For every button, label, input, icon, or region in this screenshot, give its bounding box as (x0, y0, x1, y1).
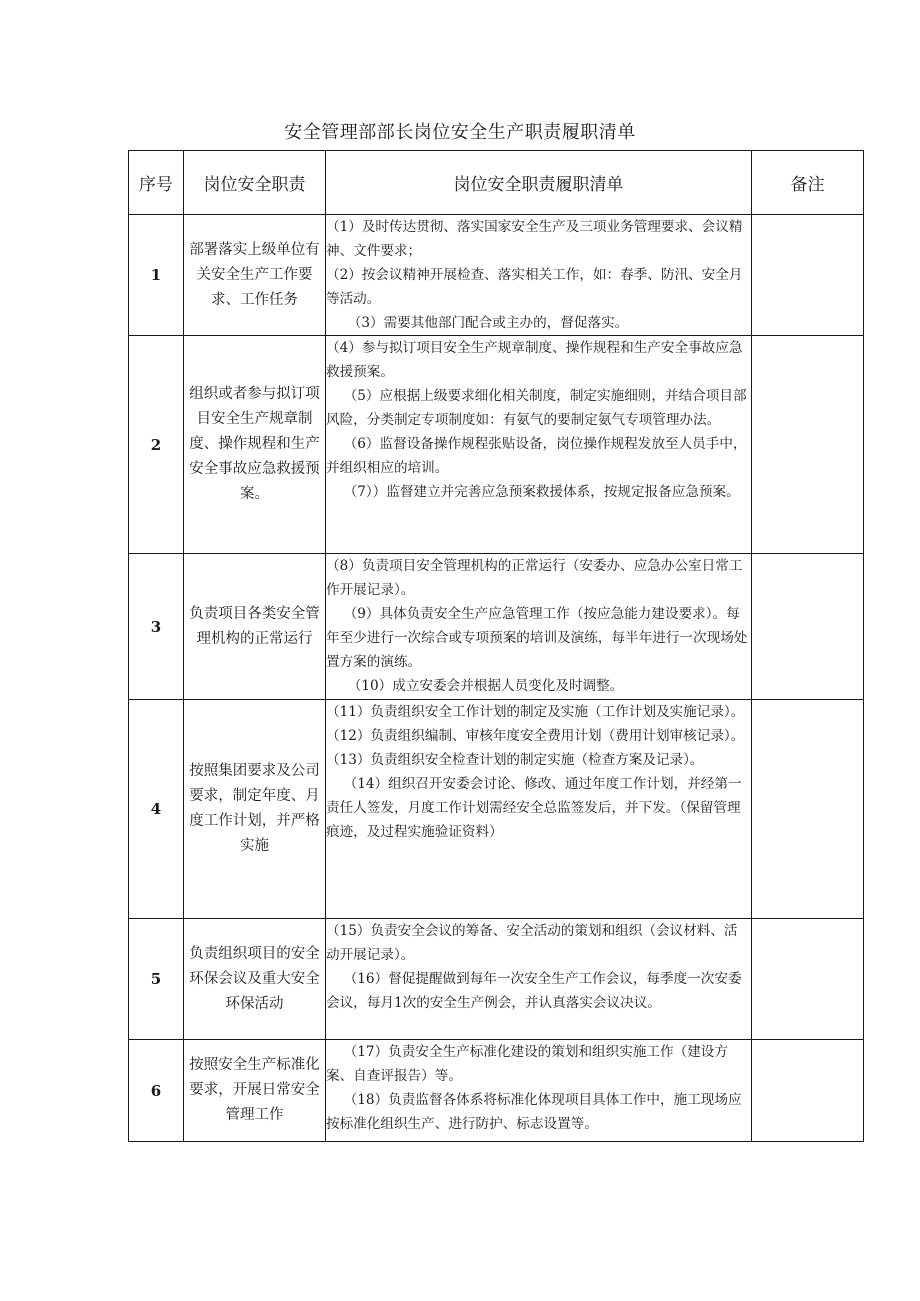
row-duty: 按照安全生产标准化要求，开展日常安全管理工作 (184, 1040, 326, 1142)
row-number: 6 (129, 1040, 184, 1142)
row-number: 3 (129, 554, 184, 700)
list-item: （12）负责组织编制、审核年度安全费用计划（费用计划审核记录）。 (326, 728, 745, 744)
row-duty: 组织或者参与拟订项目安全生产规章制度、操作规程和生产安全事故应急救援预案。 (184, 336, 326, 554)
row-number: 5 (129, 919, 184, 1040)
row-duty-list (326, 1040, 752, 1142)
table-header-row (129, 151, 864, 215)
row-duty-list (326, 700, 752, 919)
list-item: （16）督促提醒做到每年一次安全生产工作会议，每季度一次安委会议，每月1次的安全生产例会，并认真落实会议决议。 (326, 971, 742, 1011)
header-list: 岗位安全职责履职清单 (326, 151, 752, 215)
row-note (752, 919, 864, 1040)
table-row (129, 700, 864, 919)
row-number: 2 (129, 336, 184, 554)
row-duty-list (326, 919, 752, 1040)
list-item: （13）负责组织安全检查计划的制定实施（检查方案及记录）。 (326, 752, 704, 768)
list-item: （10）成立安委会并根据人员变化及时调整。 (347, 678, 624, 694)
table-row (129, 919, 864, 1040)
table-row (129, 554, 864, 700)
list-item: （11）负责组织安全工作计划的制定及实施（工作计划及实施记录）。 (326, 704, 745, 720)
row-note (752, 554, 864, 700)
list-item: （7））监督建立并完善应急预案救援体系，按规定报备应急预案。 (343, 484, 740, 500)
table-row (129, 1040, 864, 1142)
list-item: （17）负责安全生产标准化建设的策划和组织实施工作（建设方案、自查评报告）等。 (326, 1044, 728, 1084)
list-item: （3）需要其他部门配合或主办的，督促落实。 (347, 315, 629, 331)
list-item: （4）参与拟订项目安全生产规章制度、操作规程和生产安全事故应急救援预案。 (326, 340, 743, 380)
list-item: （2）按会议精神开展检查、落实相关工作，如：春季、防汛、安全月等活动。 (326, 267, 743, 307)
document-title: 安全管理部部长岗位安全生产职责履职清单 (284, 122, 636, 143)
list-item: （15）负责安全会议的筹备、安全活动的策划和组织（会议材料、活动开展记录）。 (326, 923, 738, 963)
row-duty: 负责组织项目的安全环保会议及重大安全环保活动 (184, 919, 326, 1040)
header-note: 备注 (752, 151, 864, 215)
row-duty-list (326, 336, 752, 554)
list-item: （1）及时传达贯彻、落实国家安全生产及三项业务管理要求、会议精神、文件要求； (326, 219, 743, 259)
row-note (752, 215, 864, 336)
row-duty-list (326, 215, 752, 336)
row-duty: 部署落实上级单位有关安全生产工作要求、工作任务 (184, 215, 326, 336)
list-item: （5）应根据上级要求细化相关制度，制定实施细则，并结合项目部风险，分类制定专项制度如：有氨气的要制定氨气专项管理办法。 (326, 388, 747, 428)
list-item: （6）监督设备操作规程张贴设备，岗位操作规程发放至人员手中，并组织相应的培训。 (326, 436, 747, 476)
list-item: （9）具体负责安全生产应急管理工作（按应急能力建设要求）。每年至少进行一次综合或专项预案的培训及演练，每半年进行一次现场处置方案的演练。 (326, 606, 748, 670)
row-duty: 负责项目各类安全管理机构的正常运行 (184, 554, 326, 700)
header-duty: 岗位安全职责 (184, 151, 326, 215)
row-note (752, 336, 864, 554)
row-note (752, 1040, 864, 1142)
row-duty-list (326, 554, 752, 700)
row-number: 1 (129, 215, 184, 336)
row-number: 4 (129, 700, 184, 919)
list-item: （18）负责监督各体系将标准化体现项目具体工作中，施工现场应按标准化组织生产、进行防护、标志设置等。 (326, 1092, 742, 1132)
duty-table (128, 150, 864, 1142)
table-row (129, 215, 864, 336)
list-item: （14）组织召开安委会讨论、修改、通过年度工作计划，并经第一责任人签发，月度工作计划需经安全总监签发后，并下发。（保留管理痕迹，及过程实施验证资料） (326, 776, 742, 840)
header-no: 序号 (129, 151, 184, 215)
row-note (752, 700, 864, 919)
table-row (129, 336, 864, 554)
row-duty: 按照集团要求及公司要求，制定年度、月度工作计划，并严格实施 (184, 700, 326, 919)
list-item: （8）负责项目安全管理机构的正常运行（安委办、应急办公室日常工作开展记录）。 (326, 558, 743, 598)
